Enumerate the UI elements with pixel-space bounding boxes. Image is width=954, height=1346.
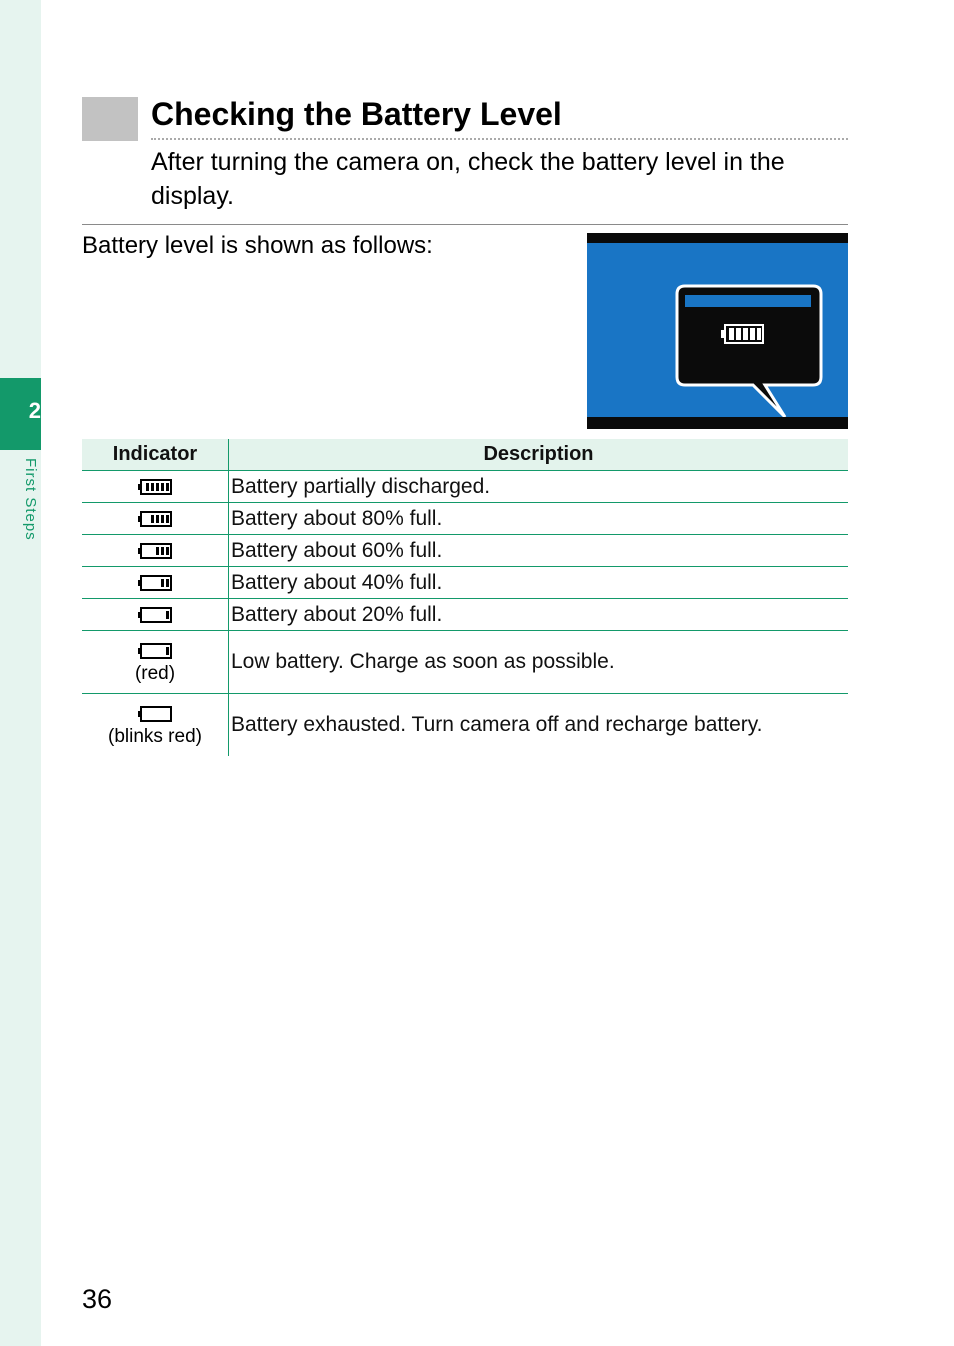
table-row xyxy=(82,567,848,599)
indicator-cell xyxy=(82,599,229,631)
battery-empty-icon xyxy=(137,705,173,723)
chapter-number-text: 2 xyxy=(28,398,41,423)
description-cell: Battery exhausted. Turn camera off and recharge battery. xyxy=(229,694,849,757)
battery-3-bars-icon xyxy=(137,542,173,560)
title-divider xyxy=(151,138,848,140)
indicator-note: (red) xyxy=(134,663,176,684)
battery-1-bar-icon xyxy=(137,642,173,660)
table-row xyxy=(82,694,848,757)
sidebar-band xyxy=(0,0,41,1346)
header-indicator: Indicator xyxy=(82,439,229,471)
description-cell: Battery about 80% full. xyxy=(229,503,849,535)
chapter-number xyxy=(0,398,41,424)
table-row xyxy=(82,471,848,503)
page-number: 36 xyxy=(82,1284,113,1314)
indicator-cell xyxy=(82,694,229,757)
battery-4-bars-icon xyxy=(137,510,173,528)
table-row xyxy=(82,535,848,567)
table-row xyxy=(82,631,848,694)
display-callout-graphic xyxy=(587,233,848,429)
indicator-cell xyxy=(82,567,229,599)
lead-text: Battery level is shown as follows: xyxy=(82,232,433,259)
indicator-cell xyxy=(82,471,229,503)
description-cell: Battery partially discharged. xyxy=(229,471,849,503)
section-divider xyxy=(82,224,848,225)
description-cell: Battery about 60% full. xyxy=(229,535,849,567)
table-header-row xyxy=(82,439,848,471)
description-cell: Battery about 40% full. xyxy=(229,567,849,599)
battery-indicator-table xyxy=(82,439,848,756)
battery-5-bars-icon xyxy=(137,478,173,496)
description-cell: Battery about 20% full. xyxy=(229,599,849,631)
indicator-cell xyxy=(82,503,229,535)
header-description: Description xyxy=(229,439,849,471)
description-cell: Low battery. Charge as soon as possible. xyxy=(229,631,849,694)
battery-1-bar-icon xyxy=(137,606,173,624)
indicator-note: (blinks red) xyxy=(108,726,202,747)
corner-label: CDB xyxy=(785,420,796,426)
table-row xyxy=(82,503,848,535)
battery-2-bars-icon xyxy=(137,574,173,592)
indicator-cell xyxy=(82,535,229,567)
chapter-label: First Steps xyxy=(22,458,39,541)
page-title: Checking the Battery Level xyxy=(151,96,562,132)
battery-full-icon xyxy=(721,325,763,343)
heading-marker xyxy=(82,97,138,141)
table-row xyxy=(82,599,848,631)
indicator-cell xyxy=(82,631,229,694)
intro-text: After turning the camera on, check the battery level in the display. xyxy=(151,148,785,210)
camera-display-illustration xyxy=(587,233,848,429)
